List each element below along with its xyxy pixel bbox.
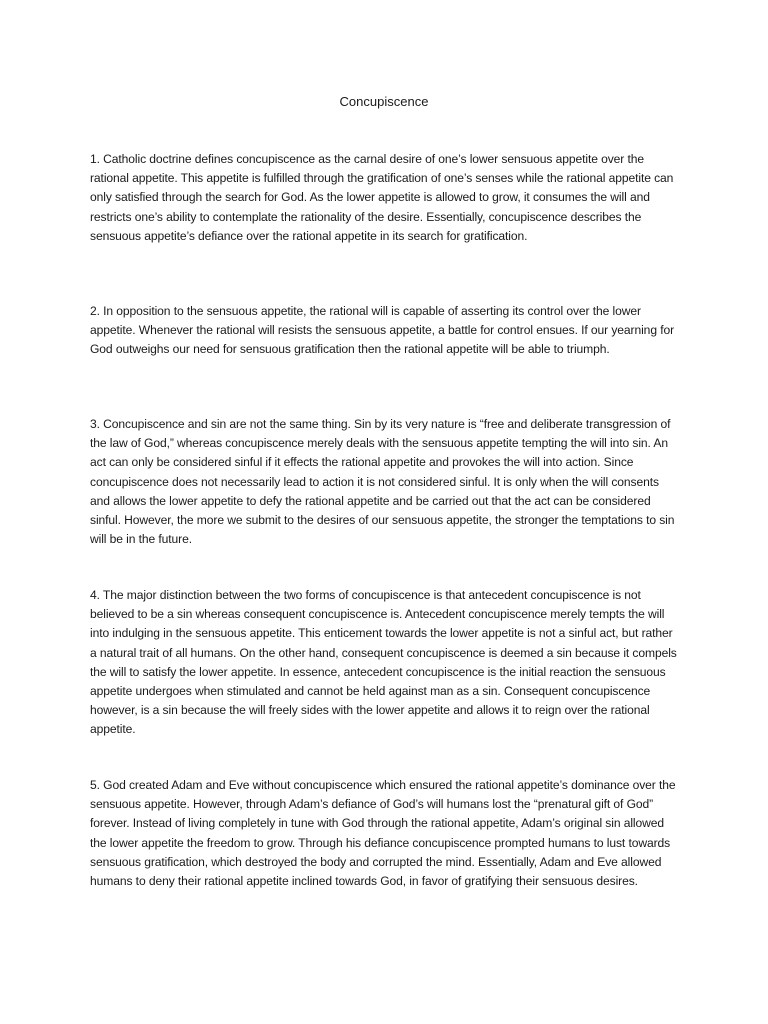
paragraph-4: 4. The major distinction between the two forms of concupiscence is that antecedent concupiscence is not believed to be a sin whereas consequent concupiscence is. Antecedent concupiscence merely tempts the will into indulging in the sensuous appetite. This enticement towards the lower appetite is not a sinful act, but rather a natural trait of all humans. On the other hand, consequent concupiscence is deemed a sin because it compels the will to satisfy the lower appetite. In essence, antecedent concupiscence is the initial reaction the sensuous appetite undergoes when stimulated and cannot be held against man as a sin. Consequent concupiscence however, is a sin because the will freely sides with the lower appetite and allows it to reign over the rational appetite. bbox=[90, 588, 677, 737]
paragraph-1: 1. Catholic doctrine defines concupiscence as the carnal desire of one’s lower sensuous appetite over the rational appetite. This appetite is fulfilled through the gratification of one’s senses while the rational appetite can only satisfied through the search for God. As the lower appetite is allowed to grow, it consumes the will and restricts one’s ability to contemplate the rationality of the desire. Essentially, concupiscence describes the sensuous appetite’s defiance over the rational appetite in its search for gratification. bbox=[90, 152, 674, 243]
paragraph-3: 3. Concupiscence and sin are not the same thing. Sin by its very nature is “free and deliberate transgression of the law of God,” whereas concupiscence merely deals with the sensuous appetite tempting the will into sin. An act can only be considered sinful if it effects the rational appetite and provokes the will into action. Since concupiscence does not necessarily lead to action it is not considered sinful. It is only when the will consents and allows the lower appetite to defy the rational appetite and be carried out that the act can be considered sinful. However, the more we submit to the desires of our sensuous appetite, the stronger the temptations to sin will be in the future. bbox=[90, 417, 675, 547]
paragraph-5: 5. God created Adam and Eve without concupiscence which ensured the rational appetite’s dominance over the sensuous appetite. However, through Adam’s defiance of God’s will humans lost the “prenatural gift of God” forever. Instead of living completely in tune with God through the rational appetite, Adam’s original sin allowed the lower appetite the freedom to grow. Through his defiance concupiscence prompted humans to lust towards sensuous gratification, which destroyed the body and corrupted the mind. Essentially, Adam and Eve allowed humans to deny their rational appetite inclined towards God, in favor of gratifying their sensuous desires. bbox=[90, 778, 676, 889]
paragraph-2: 2. In opposition to the sensuous appetite, the rational will is capable of asserting its control over the lower appetite. Whenever the rational will resists the sensuous appetite, a battle for control ensues. If our yearning for God outweighs our need for sensuous gratification then the rational appetite will be able to triumph. bbox=[90, 304, 675, 357]
document-title: Concupiscence bbox=[339, 94, 429, 109]
